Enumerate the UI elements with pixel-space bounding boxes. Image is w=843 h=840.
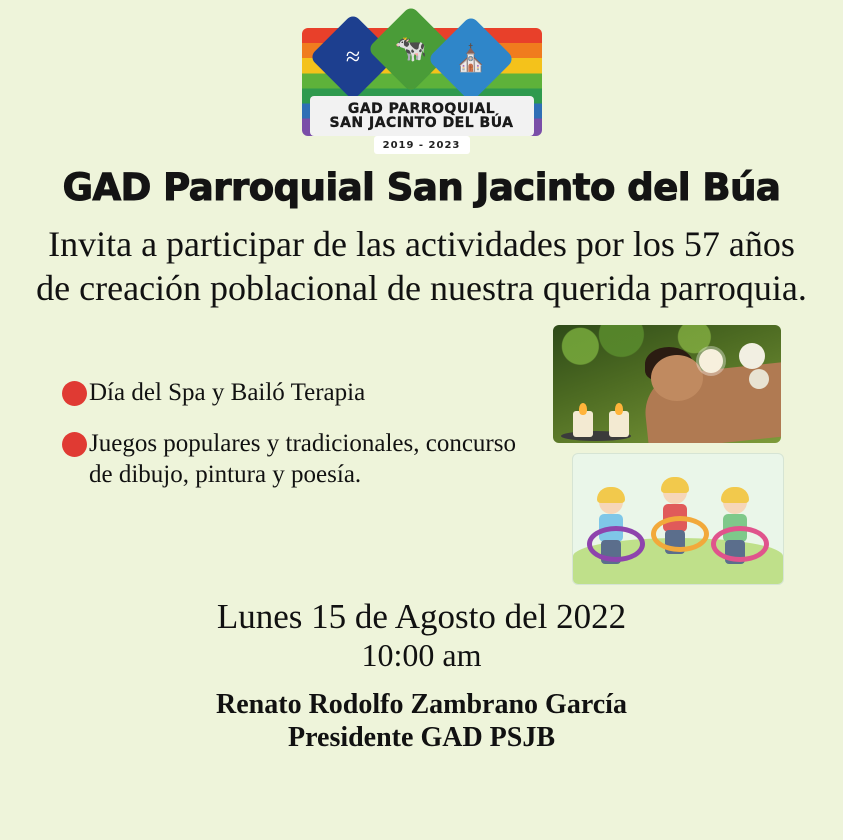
event-time: 10:00 am xyxy=(361,637,482,673)
event-datetime xyxy=(0,597,843,675)
signer-name: Renato Rodolfo Zambrano García xyxy=(216,689,627,721)
intro-paragraph: Invita a participar de las actividades por los 57 años de creación poblacional de nuestra querida parroquia. xyxy=(36,224,807,308)
child-hair xyxy=(721,487,749,503)
logo-container xyxy=(0,0,843,160)
signature-block xyxy=(0,688,843,754)
activities-section xyxy=(0,325,843,595)
signer-role: Presidente GAD PSJB xyxy=(287,722,556,754)
bullet-dot-icon xyxy=(62,432,87,457)
cow-icon: 🐄 xyxy=(367,5,455,93)
page-title: GAD Parroquial San Jacinto del Búa xyxy=(62,166,781,209)
candle-icon xyxy=(573,411,593,437)
event-date: Lunes 15 de Agosto del 2022 xyxy=(216,596,627,636)
activities-list xyxy=(62,377,542,511)
logo-years: 2019 - 2023 xyxy=(374,136,470,154)
herbal-ball-icon xyxy=(739,343,765,369)
spa-massage-photo xyxy=(553,325,781,443)
activity-label: Juegos populares y tradicionales, concurso de dibujo, pintura y poesía. xyxy=(89,430,516,489)
hula-hoop-icon xyxy=(587,526,645,562)
logo-line-2: SAN JACINTO DEL BÚA xyxy=(329,115,514,131)
list-item xyxy=(62,428,542,491)
hula-hoop-icon xyxy=(711,526,769,562)
hula-hoop-icon xyxy=(651,516,709,552)
river-icon: ≈ xyxy=(309,13,397,101)
child-hair xyxy=(661,477,689,493)
church-icon: ⛪ xyxy=(427,15,515,103)
logo-line-1: GAD PARROQUIAL xyxy=(347,101,496,117)
flower-icon xyxy=(699,349,723,373)
activity-label: Día del Spa y Bailó Terapia xyxy=(89,378,366,406)
gad-logo xyxy=(302,10,542,160)
child-figure xyxy=(591,490,631,568)
herbal-ball-icon xyxy=(749,369,769,389)
bullet-dot-icon xyxy=(62,381,87,406)
logo-text-band xyxy=(310,96,534,136)
logo-diamonds xyxy=(322,16,522,96)
child-hair xyxy=(597,487,625,503)
candle-icon xyxy=(609,411,629,437)
face-shape xyxy=(651,355,703,401)
list-item xyxy=(62,377,542,408)
child-figure xyxy=(715,490,755,568)
child-figure xyxy=(655,480,695,558)
children-hula-hoop-photo xyxy=(572,453,784,585)
